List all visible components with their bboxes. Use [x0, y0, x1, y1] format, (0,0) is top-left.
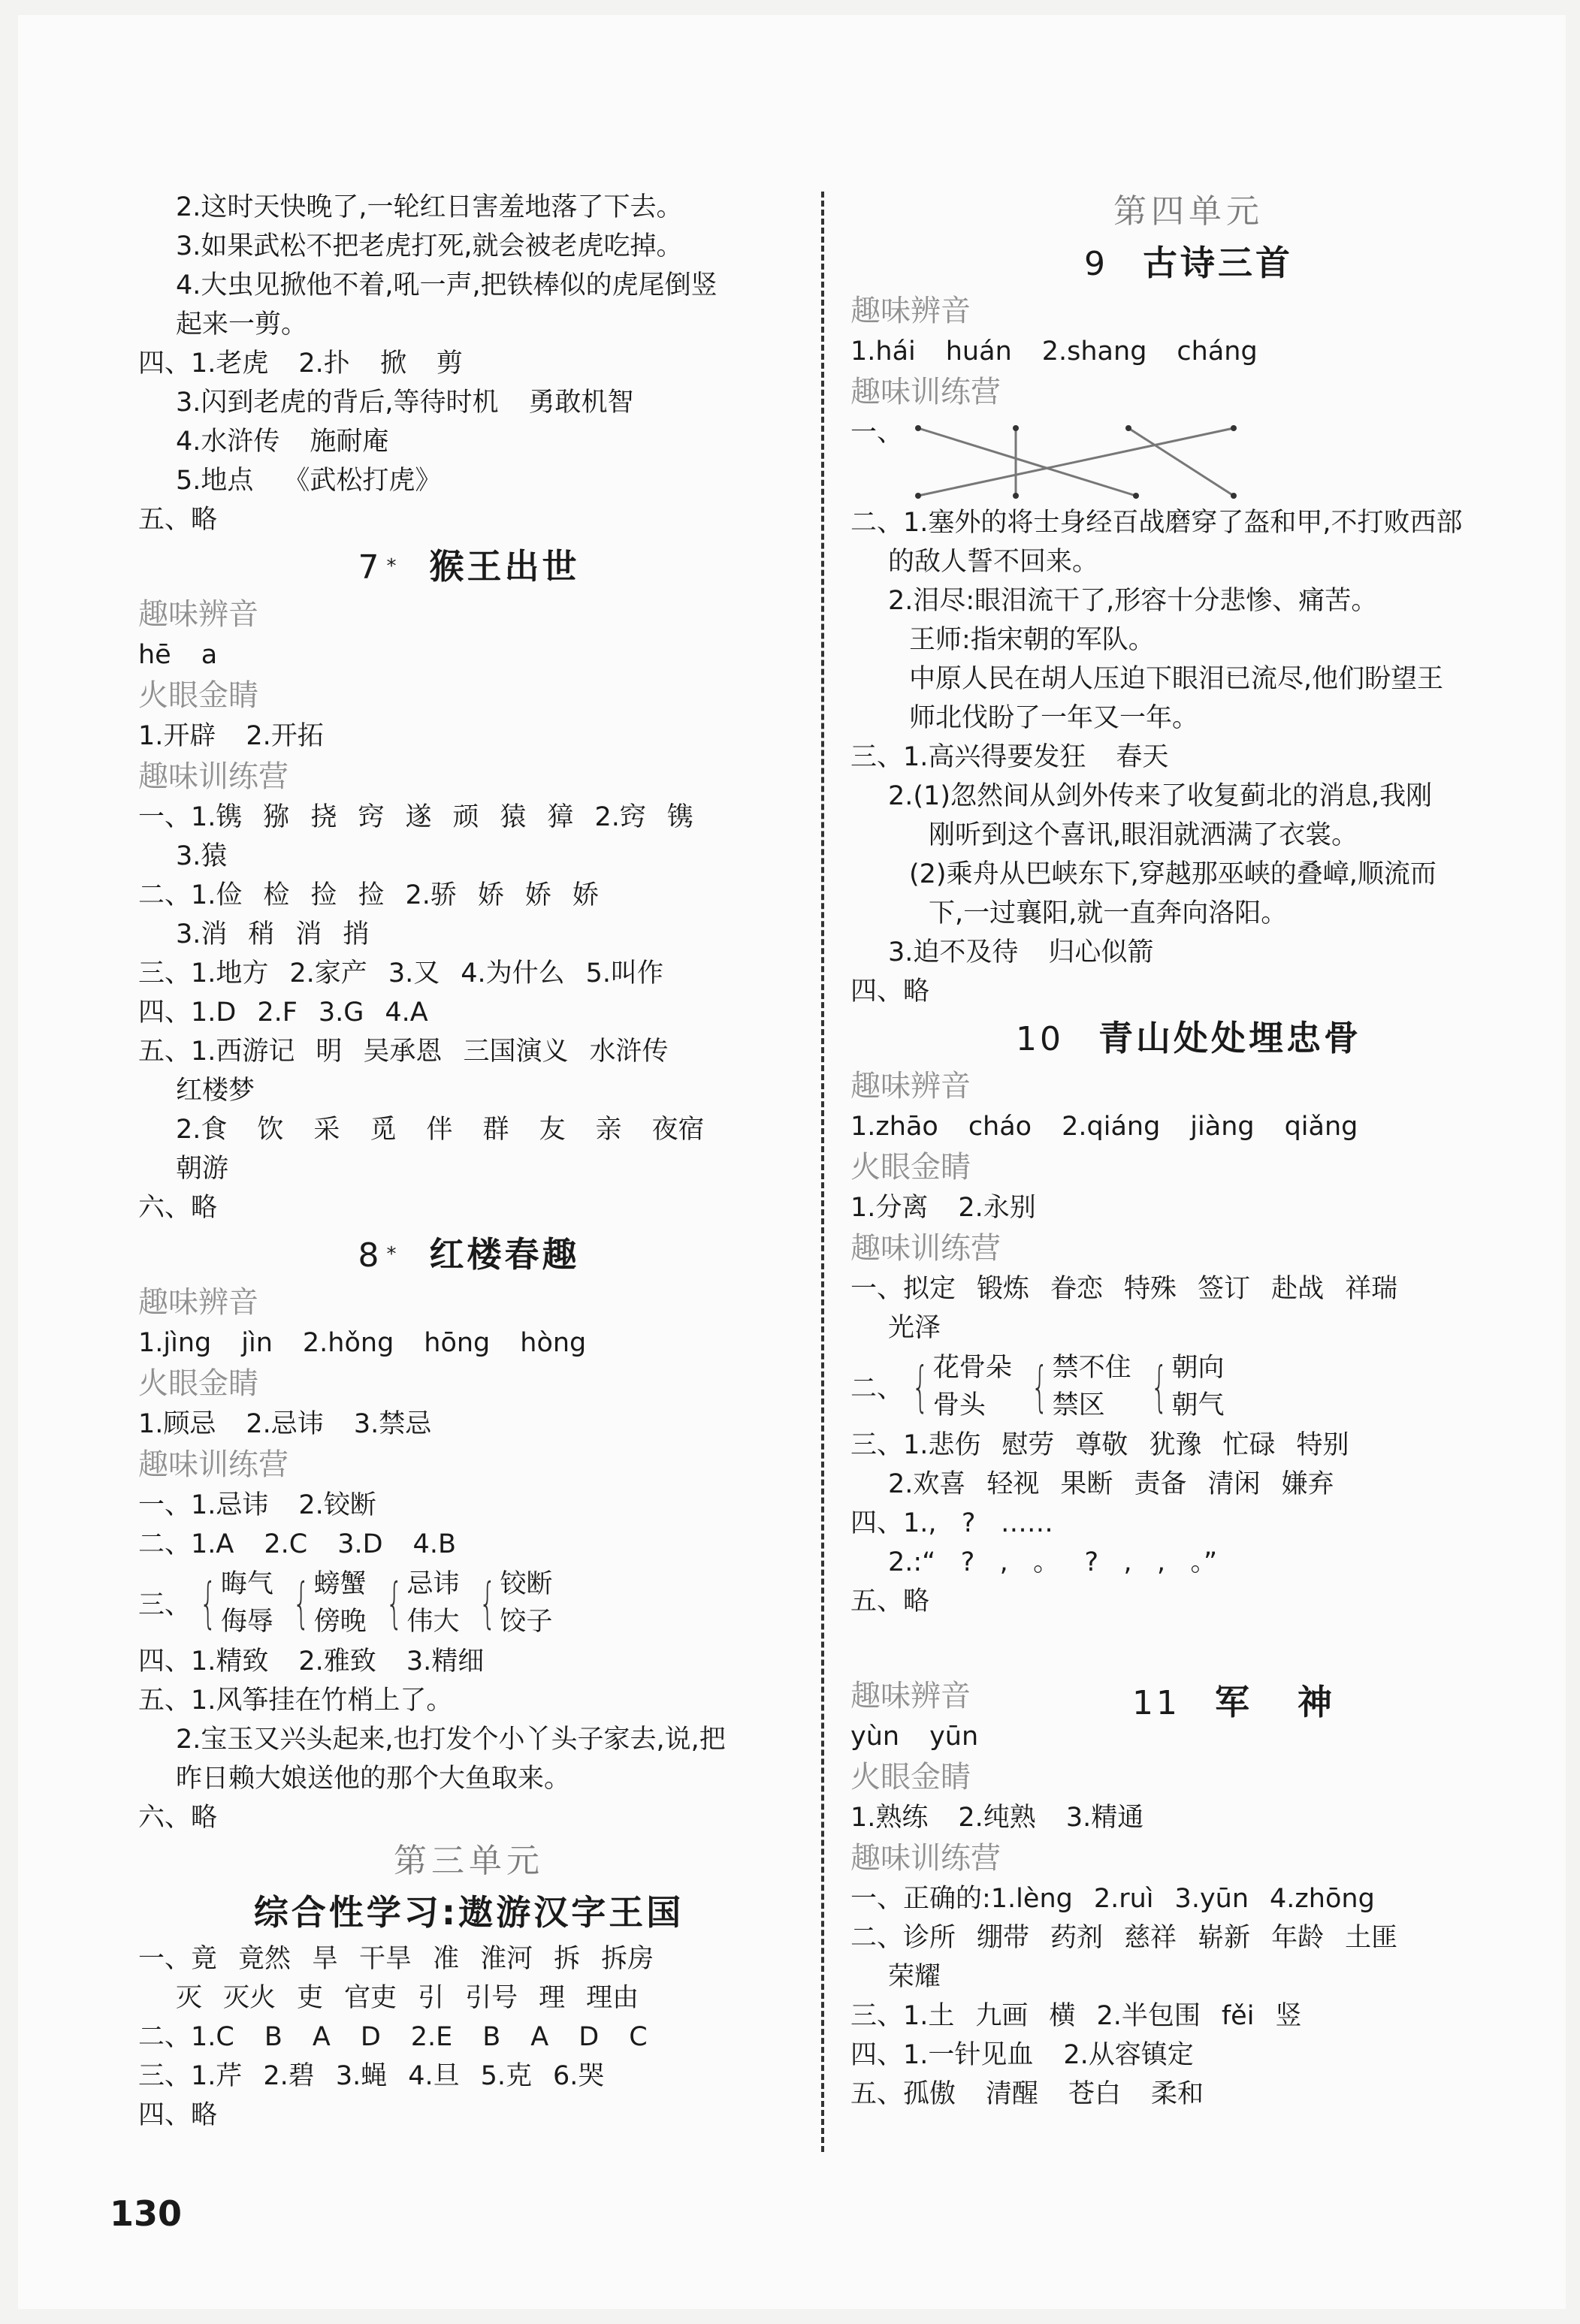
answer-line: 2.(1)忽然间从剑外传来了收复蓟北的消息,我刚 [888, 781, 1433, 811]
brace-symbol: { [1150, 1355, 1168, 1418]
lesson-title: 综合性学习:遨游汉字王国 [253, 1892, 684, 1933]
match-dot [1125, 425, 1131, 431]
answer-line: 刚听到这个喜讯,眼泪就洒满了衣裳。 [929, 820, 1358, 850]
answer-line: 3.迫不及待 归心似箭 [888, 937, 1154, 967]
answer-line: 1.开辟 2.开拓 [138, 721, 324, 751]
answer-line: 三、1.地方 2.家产 3.又 4.为什么 5.叫作 [138, 958, 664, 988]
answer-line: 王师:指宋朝的军队。 [909, 625, 1155, 655]
section-heading: 火眼金睛 [850, 1760, 971, 1794]
brace-symbol: { [911, 1355, 929, 1418]
word-pair: { 晦气 侮辱 [199, 1569, 273, 1637]
answer-line: 1.顾忌 2.忌讳 3.禁忌 [138, 1409, 432, 1439]
answer-line: 一、拟定 锻炼 眷恋 特殊 签订 赴战 祥瑞 [850, 1274, 1398, 1304]
word-pair: { 朝向 朝气 [1150, 1353, 1225, 1420]
answer-line: 五、孤傲 清醒 苍白 柔和 [850, 2079, 1204, 2109]
answer-line: 灭 灭火 吏 官吏 引 引号 理 理由 [176, 1983, 639, 2013]
answer-line: 2.宝玉又兴头起来,也打发个小丫头子家去,说,把 [176, 1725, 726, 1755]
answer-line: 一、正确的:1.lèng 2.ruì 3.yūn 4.zhōng [850, 1884, 1375, 1914]
answer-line: 四、1.D 2.F 3.G 4.A [138, 998, 428, 1028]
word-pair: { 铰断 饺子 [478, 1569, 553, 1637]
section-heading: 趣味辨音 [138, 597, 258, 632]
answer-line: 3.闪到老虎的背后,等待时机 勇敢机智 [176, 388, 634, 418]
section-heading: 趣味训练营 [138, 759, 289, 794]
answer-line: 一、1.镌 猕 挠 窍 遂 顽 猿 獐 2.窍 镌 [138, 802, 693, 832]
answer-line: 二、1.俭 检 捡 捡 2.骄 娇 娇 娇 [138, 880, 599, 910]
answer-line: 1.zhāo cháo 2.qiáng jiàng qiǎng [850, 1112, 1358, 1142]
match-dot [1133, 493, 1139, 499]
answer-line: 下,一过襄阳,就一直奔向洛阳。 [929, 898, 1288, 928]
section-heading: 火眼金睛 [138, 678, 258, 713]
lesson-title: 11 军 神 [1132, 1682, 1336, 1722]
answer-line: 1.分离 2.永别 [850, 1193, 1036, 1223]
right-column [850, 188, 1527, 2114]
answer-line: 五、1.西游记 明 吴承恩 三国演义 水浒传 [138, 1037, 669, 1067]
word-pair: { 花骨朵 骨头 [911, 1353, 1012, 1420]
lesson-title: 7 * 猴王出世 [358, 546, 580, 587]
answer-line: 二、1.塞外的将士身经百战磨穿了盔和甲,不打败西部 [850, 508, 1463, 538]
match-dot [1013, 493, 1019, 499]
word-pair: { 螃蟹 傍晚 [292, 1569, 367, 1637]
brace-answer-row: 三、 { 晦气 侮辱 { 螃蟹 傍晚 { 忌讳 伟大 { 铰断 饺子 [138, 1564, 799, 1642]
answer-line: 2.食 饮 采 觅 伴 群 友 亲 夜宿 [176, 1115, 705, 1145]
answer-line: 昨日赖大娘送他的那个大鱼取来。 [176, 1764, 571, 1794]
section-heading: 趣味辨音 [850, 1069, 971, 1103]
brace-symbol: { [199, 1571, 217, 1634]
answer-line: 2.这时天快晚了,一轮红日害羞地落了下去。 [176, 192, 683, 222]
lesson-title: 9 古诗三首 [1084, 243, 1293, 283]
page-number: 130 [110, 2193, 183, 2234]
answer-line: yùn yūn [850, 1722, 979, 1752]
brace-answer-row: 二、 { 花骨朵 骨头 { 禁不住 禁区 { 朝向 朝气 [850, 1348, 1527, 1426]
answer-line: 4.水浒传 施耐庵 [176, 427, 389, 457]
answer-line: 四、1.精致 2.雅致 3.精细 [138, 1646, 485, 1677]
answer-line: 二、1.C B A D 2.E B A D C [138, 2022, 648, 2052]
answer-line: 3.消 稍 消 捎 [176, 919, 370, 949]
answer-line: 起来一剪。 [176, 309, 308, 340]
answer-line: 荣耀 [888, 1962, 941, 1992]
column-divider [821, 192, 824, 2152]
answer-line: 六、略 [138, 1193, 218, 1223]
section-heading: 趣味训练营 [850, 1231, 1001, 1266]
answer-line: 红楼梦 [176, 1076, 255, 1106]
answer-line: 四、1.老虎 2.扑 掀 剪 [138, 349, 463, 379]
answer-line: 4.大虫见掀他不着,吼一声,把铁棒似的虎尾倒竖 [176, 270, 717, 300]
answer-line: 五、1.风筝挂在竹梢上了。 [138, 1686, 453, 1716]
lesson-title: 8 * 红楼春趣 [358, 1234, 580, 1275]
answer-line: 五、略 [138, 505, 218, 535]
match-dot [1231, 493, 1237, 499]
answer-line: 一、竟 竟然 旱 干旱 准 淮河 拆 拆房 [138, 1944, 654, 1974]
word-pair: { 忌讳 伟大 [385, 1569, 460, 1637]
answer-line: 光泽 [888, 1313, 941, 1343]
section-heading: 火眼金睛 [850, 1150, 971, 1185]
answer-line: 5.地点 《武松打虎》 [176, 466, 442, 496]
match-line [918, 428, 1234, 496]
word-pair: { 禁不住 禁区 [1031, 1353, 1131, 1420]
answer-line: 3.猿 [176, 841, 228, 871]
answer-line: (2)乘舟从巴峡东下,穿越那巫峡的叠嶂,顺流而 [909, 859, 1437, 889]
answer-line: 六、略 [138, 1803, 218, 1833]
answer-line: 1.jìng jìn 2.hǒng hōng hòng [138, 1328, 587, 1358]
answer-line: 一、1.忌讳 2.铰断 [138, 1490, 376, 1520]
answer-line: 四、1.一针见血 2.从容镇定 [850, 2040, 1194, 2070]
section-heading: 趣味训练营 [850, 1841, 1001, 1876]
answer-line: 2.:“ ? , 。 ? , , 。” [888, 1547, 1218, 1577]
answer-line: 二、1.A 2.C 3.D 4.B [138, 1529, 456, 1559]
answer-line: 三、1.悲伤 慰劳 尊敬 犹豫 忙碌 特别 [850, 1430, 1349, 1460]
left-column [138, 188, 799, 2135]
answer-line: 中原人民在胡人压迫下眼泪已流尽,他们盼望王 [909, 664, 1444, 694]
section-heading: 趣味辨音 [850, 294, 971, 328]
match-dot [915, 493, 921, 499]
unit-heading: 第三单元 [394, 1842, 544, 1880]
answer-line: 三、1.高兴得要发狂 春天 [850, 742, 1169, 772]
answer-line: 五、略 [850, 1586, 930, 1616]
section-heading: 趣味辨音 [850, 1679, 971, 1713]
section-heading: 火眼金睛 [138, 1366, 258, 1401]
match-dot [1013, 425, 1019, 431]
answer-line: 三、1.土 九画 横 2.半包围 fěi 竖 [850, 2001, 1302, 2031]
answer-line: 师北伐盼了一年又一年。 [909, 703, 1199, 733]
unit-heading: 第四单元 [1113, 192, 1264, 231]
answer-line: 朝游 [176, 1154, 229, 1184]
answer-page [18, 15, 1566, 2309]
brace-symbol: { [292, 1571, 310, 1634]
section-heading: 趣味辨音 [138, 1285, 258, 1320]
match-dot [1231, 425, 1237, 431]
brace-symbol: { [385, 1571, 403, 1634]
answer-line: 四、略 [138, 2100, 218, 2130]
answer-line: 的敌人誓不回来。 [888, 547, 1099, 577]
answer-line: hē a [138, 640, 218, 670]
answer-line: 3.如果武松不把老虎打死,就会被老虎吃掉。 [176, 231, 683, 261]
answer-line: 1.hái huán 2.shang cháng [850, 337, 1258, 367]
matching-row: 一、 [850, 413, 1527, 503]
lesson-title: 10 青山处处埋忠骨 [1016, 1018, 1361, 1058]
brace-symbol: { [478, 1571, 496, 1634]
answer-line: 四、略 [850, 976, 930, 1007]
match-line [918, 428, 1136, 496]
answer-line: 三、1.芹 2.碧 3.蝇 4.旦 5.克 6.哭 [138, 2061, 605, 2091]
answer-line: 2.欢喜 轻视 果断 责备 清闲 嫌弃 [888, 1469, 1334, 1499]
match-dot [915, 425, 921, 431]
section-heading: 趣味训练营 [850, 375, 1001, 409]
answer-line: 1.熟练 2.纯熟 3.精通 [850, 1803, 1144, 1833]
section-heading: 趣味训练营 [138, 1447, 289, 1482]
answer-line: 二、诊所 绷带 药剂 慈祥 崭新 年龄 土匪 [850, 1923, 1398, 1953]
answer-line: 2.泪尽:眼泪流干了,形容十分悲惨、痛苦。 [888, 586, 1378, 616]
answer-line: 四、1., ? …… [850, 1508, 1053, 1538]
matching-lines-diagram [903, 413, 1264, 503]
brace-symbol: { [1031, 1355, 1049, 1418]
